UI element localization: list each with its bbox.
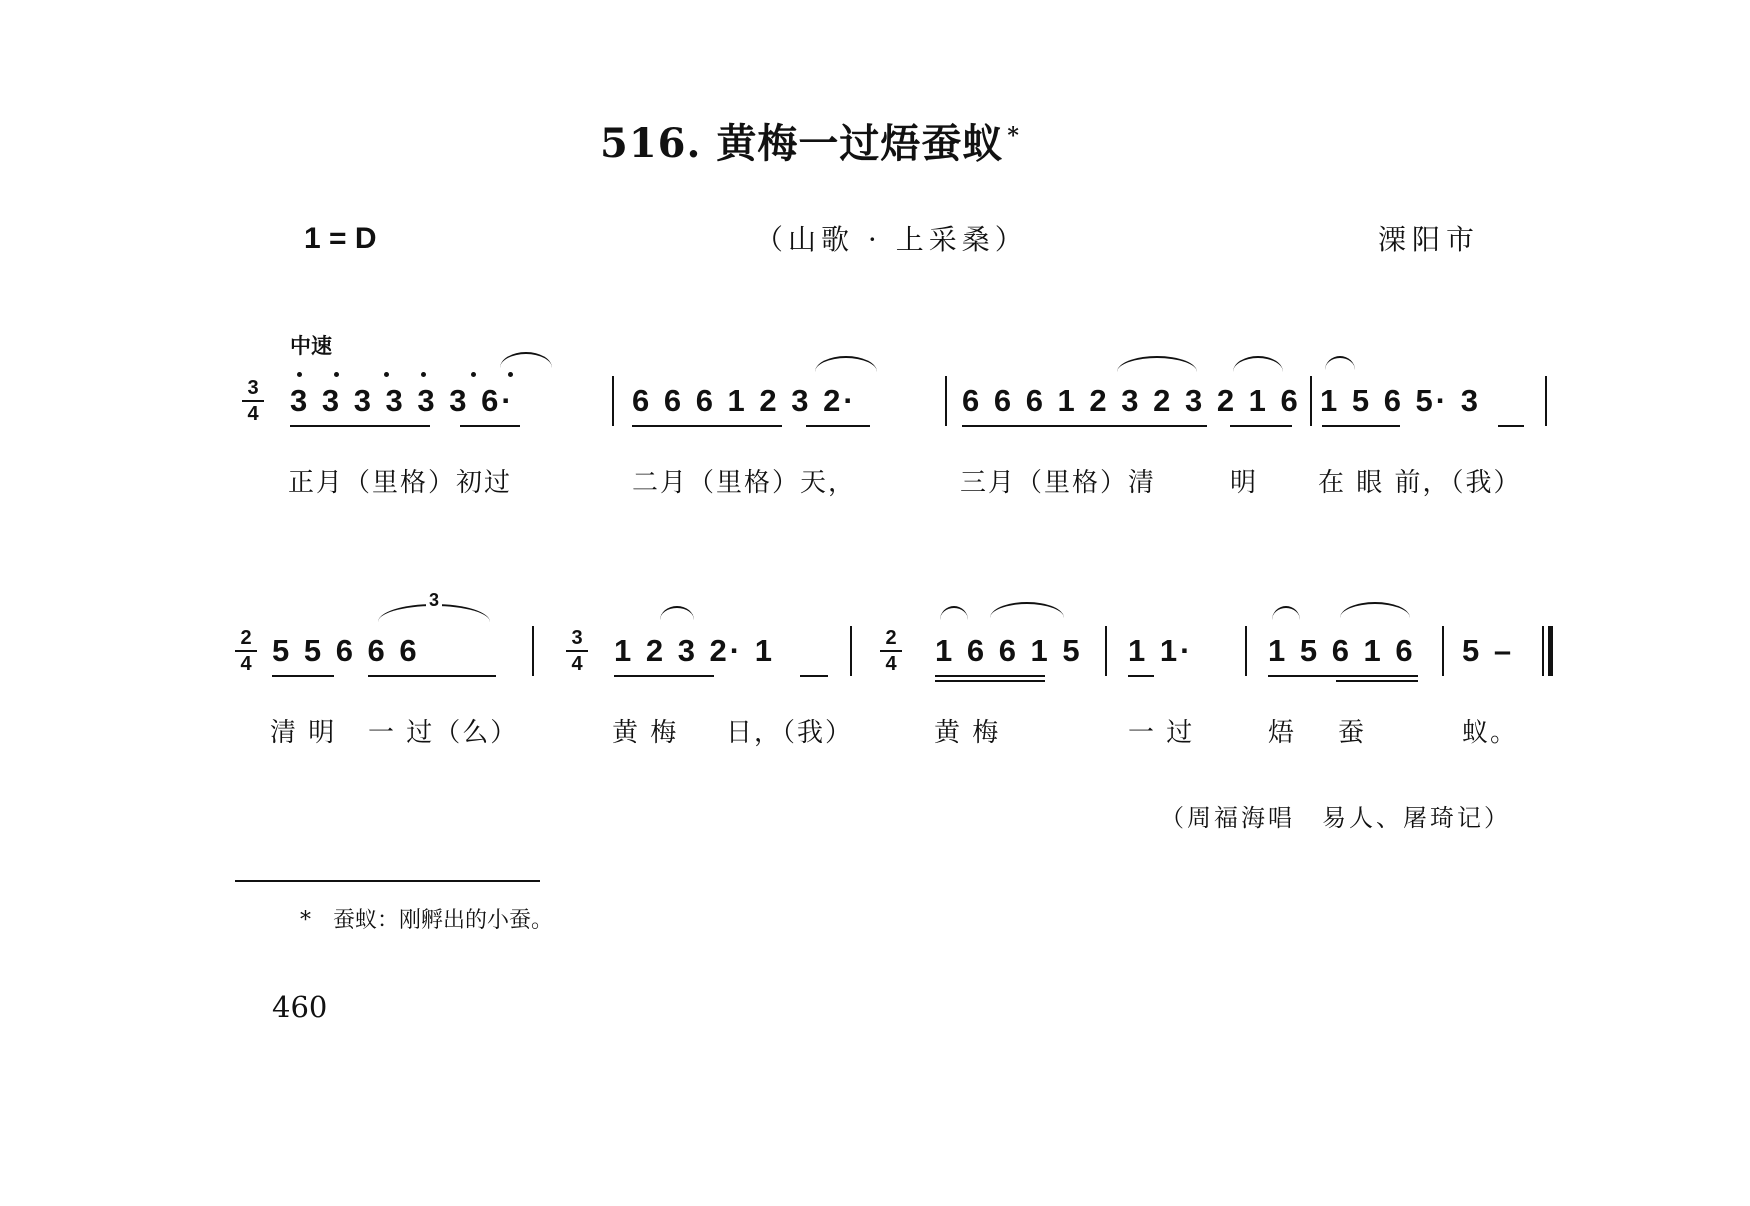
- tempo-marking: 中速: [290, 333, 332, 358]
- footnote-star: *: [300, 908, 311, 933]
- slur: [660, 606, 694, 620]
- slur: [940, 606, 968, 620]
- footnote: [300, 903, 553, 934]
- lyric: 日，（我）: [726, 718, 854, 748]
- measure: 1 5 6 1 6: [1268, 633, 1416, 668]
- beam-line: [614, 675, 714, 677]
- slur: [500, 352, 552, 368]
- key-signature: 1 = D: [304, 222, 377, 255]
- lyric: 蚁。: [1462, 718, 1519, 748]
- title-text: 516. 黄梅一过焐蚕蚁: [600, 120, 1004, 167]
- footnote-divider: [235, 880, 540, 882]
- bar-line: [532, 626, 534, 676]
- title-footnote-mark: *: [1007, 122, 1020, 149]
- bar-line: [1105, 626, 1107, 676]
- lyric: 清 明: [270, 718, 337, 748]
- measure: 1 5 6 5· 3: [1320, 383, 1481, 418]
- measure: 5 5 6 6 6: [272, 633, 420, 668]
- bar-line: [1245, 626, 1247, 676]
- measure: 1 6 6 1 5: [935, 633, 1083, 668]
- time-signature: [242, 378, 264, 424]
- beam-line: [1112, 425, 1207, 427]
- bar-line: [1442, 626, 1444, 676]
- lyric: 明: [1230, 468, 1259, 498]
- credit-line: （周福海唱 易人、屠琦记）: [1160, 804, 1511, 832]
- time-signature-denominator: 4: [235, 650, 257, 674]
- lyric: 一 过: [1128, 718, 1195, 748]
- octave-dot: [421, 372, 426, 377]
- lyric: 蚕: [1338, 718, 1367, 748]
- beam-line: [272, 675, 334, 677]
- bar-line: [612, 376, 614, 426]
- bar-line: [850, 626, 852, 676]
- beam-line: [1336, 680, 1418, 682]
- time-signature-denominator: 4: [566, 650, 588, 674]
- beam-line: [1230, 425, 1292, 427]
- time-signature-numerator: 2: [885, 627, 897, 649]
- origin-label: 溧阳市: [1378, 223, 1481, 256]
- measure: 6 6 6 1 2 3 2·: [632, 383, 857, 418]
- lyric: 黄 梅: [934, 718, 1001, 748]
- final-bar-line-thick: [1548, 626, 1553, 676]
- slur: [815, 356, 877, 372]
- beam-line: [1268, 675, 1418, 677]
- beam-line: [1128, 675, 1154, 677]
- measure: 3 3 3 3 3 3 6·: [290, 383, 515, 418]
- bar-line: [945, 376, 947, 426]
- beam-line: [800, 675, 828, 677]
- beam-line: [460, 425, 520, 427]
- beam-line: [290, 425, 430, 427]
- final-bar-line: [1542, 626, 1544, 676]
- beam-line: [632, 425, 782, 427]
- slur: [1272, 606, 1300, 620]
- beam-line: [1498, 425, 1524, 427]
- octave-dot: [471, 372, 476, 377]
- octave-dot: [508, 372, 513, 377]
- lyric: 二月（里格）天，: [632, 468, 857, 498]
- time-signature-denominator: 4: [242, 400, 264, 424]
- time-signature-numerator: 2: [240, 627, 252, 649]
- time-signature: [235, 628, 257, 674]
- lyric: 一 过（么）: [368, 718, 519, 748]
- time-signature: [566, 628, 588, 674]
- lyric: 焐: [1268, 718, 1297, 748]
- beam-line: [368, 675, 496, 677]
- octave-dot: [334, 372, 339, 377]
- beam-line: [1322, 425, 1400, 427]
- beam-line: [935, 680, 1045, 682]
- octave-dot: [297, 372, 302, 377]
- time-signature-numerator: 3: [571, 627, 583, 649]
- measure: 1 1·: [1128, 633, 1194, 668]
- lyric: 正月（里格）初过: [288, 468, 513, 498]
- octave-dot: [384, 372, 389, 377]
- song-title: [600, 112, 1020, 169]
- slur: [1233, 356, 1283, 372]
- beam-line: [962, 425, 1112, 427]
- lyric: 在 眼 前，（我）: [1318, 468, 1522, 498]
- triplet-number: 3: [426, 590, 442, 611]
- genre-label: （山歌 · 上采桑）: [755, 223, 1028, 256]
- footnote-text: 蚕蚁：刚孵出的小蚕。: [333, 908, 554, 933]
- slur: [990, 602, 1064, 618]
- bar-line: [1310, 376, 1312, 426]
- measure: 1 2 3 2· 1: [614, 633, 775, 668]
- lyric: 三月（里格）清: [960, 468, 1157, 498]
- page-number: 460: [272, 990, 328, 1024]
- lyric: 黄 梅: [612, 718, 679, 748]
- beam-line: [806, 425, 870, 427]
- slur: [1325, 356, 1355, 370]
- slur: [1117, 356, 1197, 372]
- time-signature-numerator: 3: [247, 377, 259, 399]
- time-signature-denominator: 4: [880, 650, 902, 674]
- beam-line: [935, 675, 1045, 677]
- time-signature: [880, 628, 902, 674]
- bar-line: [1545, 376, 1547, 426]
- slur: [1340, 602, 1410, 618]
- measure: 6 6 6 1 2 3 2 3 2 1 6: [962, 383, 1301, 418]
- measure: 5 –: [1462, 633, 1515, 668]
